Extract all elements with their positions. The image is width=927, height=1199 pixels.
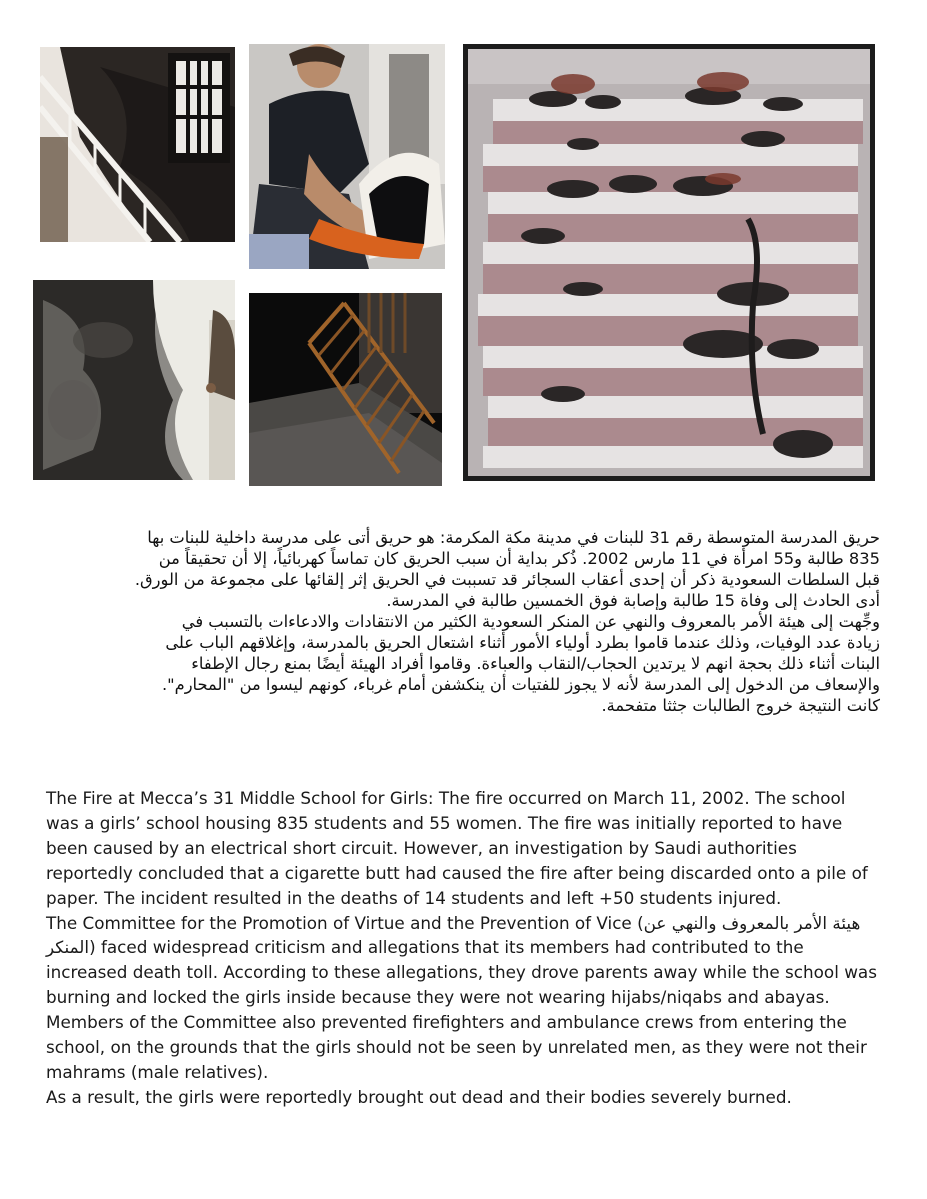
english-line: been caused by an electrical short circuit. However, an investigation by Saudi authorities (46, 837, 797, 858)
english-line: Members of the Committee also prevented firefighters and ambulance crews from entering the (46, 1012, 847, 1033)
english-line: المنكر) faced widespread criticism and allegations that its members had contributed to the (46, 937, 804, 958)
arabic-line: زيادة عدد الوفيات، وذلك عندما قاموا بطرد أولياء الأمور أثناء اشتعال الحريق بالمدرسة، وإغلاقهم الباب على (165, 633, 880, 652)
english-line: mahrams (male relatives). (46, 1061, 269, 1082)
stairs-shoes-icon (463, 44, 875, 481)
english-line: The Committee for the Promotion of Virtue and the Prevention of Vice (هيئة الأمر بالمعروف والنهي عن (46, 912, 861, 933)
burned-stairwell-photo (40, 47, 235, 242)
english-line: school, on the grounds that the girls should not be seen by unrelated men, as they were not their (46, 1037, 867, 1058)
english-line: increased death toll. According to these allegations, they drove parents away while the school was (46, 962, 877, 983)
arabic-paragraph (40, 527, 880, 716)
arabic-line: قبل السلطات السعودية ذكر أن إحدى أعقاب السجائر قد تسببت في الحريق إثر إلقائها على مجموعة من الورق. (134, 570, 880, 589)
soot-wall-photo (33, 280, 235, 480)
english-line: was a girls’ school housing 835 students and 55 women. The fire was initially reported to have (46, 812, 843, 833)
english-line: reportedly concluded that a cigarette butt had caused the fire after being discarded onto a pile of (46, 862, 868, 883)
english-paragraph (46, 786, 886, 1110)
arabic-line: البنات أثناء ذلك بحجة انهم لا يرتدين الحجاب/النقاب والعباءة. وقاموا أفراد الهيئة أيضًا بمنع رجال الإطفاء (191, 654, 880, 673)
burned-railing-photo (249, 293, 442, 486)
burned-railing-icon (249, 293, 442, 486)
rescuer-icon (249, 44, 445, 269)
arabic-line: 835 طالبة و55 امرأة في 11 مارس 2002. ذُكر بداية أن سبب الحريق كان تماساً كهربائياً، إلا أن تحقيقاً من (158, 549, 880, 568)
burned-stairwell-icon (40, 47, 235, 242)
english-line: The Fire at Mecca’s 31 Middle School for Girls: The fire occurred on March 11, 2002. The school (46, 788, 846, 808)
arabic-line: حريق المدرسة المتوسطة رقم 31 للبنات في مدينة مكة المكرمة: هو حريق أتى على مدرسة داخلية للبنات بها (147, 528, 880, 547)
rescuer-photo (249, 44, 445, 269)
arabic-line: والإسعاف من الدخول إلى المدرسة لأنه لا يجوز للفتيات أن ينكشفن أمام غرباء، كونهم ليسوا من "المحارم". (161, 675, 880, 694)
arabic-line: كانت النتيجة خروج الطالبات جثثا متفحمة. (601, 696, 880, 715)
stairs-shoes-photo (463, 44, 875, 481)
soot-wall-icon (33, 280, 235, 480)
english-line: As a result, the girls were reportedly brought out dead and their bodies severely burned. (46, 1086, 792, 1107)
english-line: burning and locked the girls inside because they were not wearing hijabs/niqabs and abayas. (46, 987, 830, 1008)
english-line: paper. The incident resulted in the deaths of 14 students and left +50 students injured. (46, 887, 782, 908)
arabic-line: أدى الحادث إلى وفاة 15 طالبة وإصابة فوق الخمسين طالبة في المدرسة. (386, 591, 880, 610)
arabic-line: وجِّهت إلى هيئة الأمر بالمعروف والنهي عن المنكر السعودية الكثير من الانتقادات والادعاءات بالتسبب في (181, 612, 880, 631)
